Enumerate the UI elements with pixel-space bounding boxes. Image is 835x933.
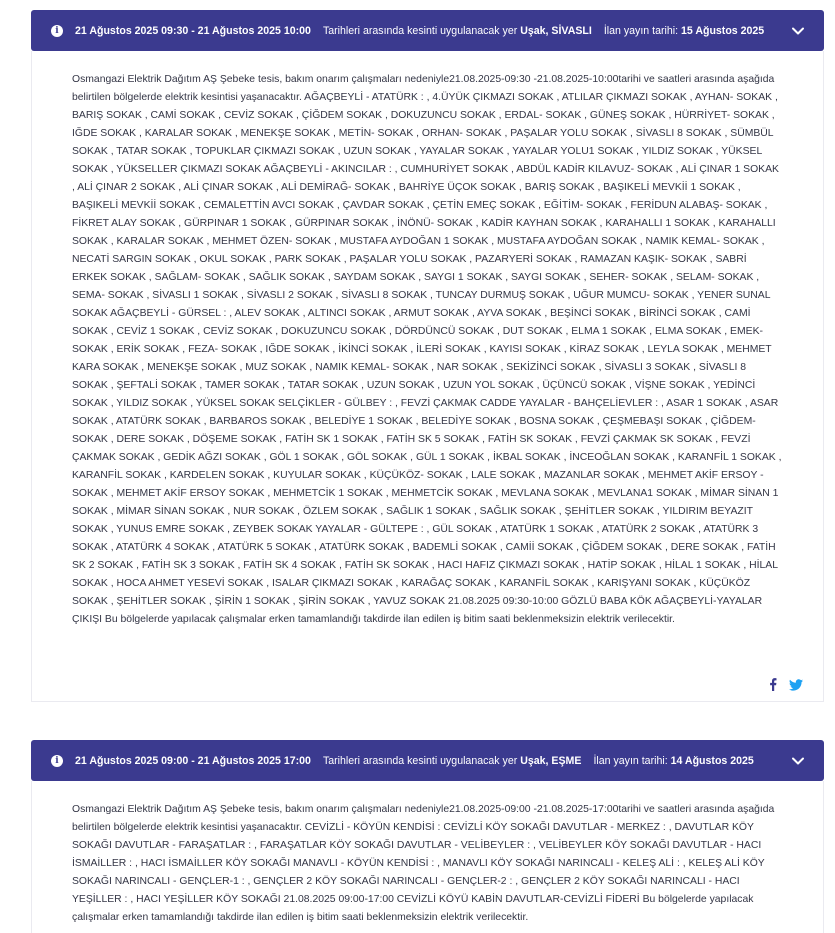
notice-body bbox=[31, 51, 824, 702]
notice-publish bbox=[593, 755, 753, 767]
region-place: Uşak, EŞME bbox=[520, 754, 582, 767]
notice-text: Osmangazi Elektrik Dağıtım AŞ Şebeke tesis, bakım onarım çalışmaları nedeniyle21.08.2025-09:00 -21.08.2025-17:00tarihi ve saatleri arasında aşağıda belirtilen bölgelerde elektrik kesintisi yaşanacaktır. CEVİZLİ - KÖYÜN KENDİSİ : CEVİZLİ KÖY SOKAĞI DAVUTLAR - MERKEZ : , DAVUTLAR KÖY SOKAĞI DAVUTLAR - FARAŞATLAR : , FARAŞATLAR KÖY SOKAĞI DAVUTLAR - VELİBEYLER : , VELİBEYLER KÖY SOKAĞI DAVUTLAR - HACI İSMAİLLER : , HACI İSMAİLLER KÖY SOKAĞI MANAVLI - KÖYÜN KENDİSİ : , MANAVLI KÖY SOKAĞI NARINCALI - KELEŞ ALİ : , KELEŞ ALİ KÖY SOKAĞI NARINCALI - GENÇLER-1 : , GENÇLER 2 KÖY SOKAĞI NARINCALI - GENÇLER-2 : , GENÇLER 2 KÖY SOKAĞI NARINCALI - HACI YEŞİLLER : , HACI YEŞİLLER KÖY SOKAĞI 21.08.2025 09:00-17:00 CEVİZLİ KÖYÜ KABİN DAVUTLAR-CEVİZLİ FİDERİ Bu bölgelerde yapılacak çalışmalar erken tamamlandığı takdirde ilan edilen iş bitim saati beklenmeksizin elektrik verilecektir. bbox=[72, 804, 775, 923]
outage-notice bbox=[31, 10, 824, 702]
notice-header[interactable] bbox=[31, 740, 824, 781]
notice-dates: 21 Ağustos 2025 09:00 - 21 Ağustos 2025 17:00 bbox=[75, 754, 311, 767]
region-place: Uşak, SİVASLI bbox=[520, 24, 592, 37]
region-prefix: Tarihleri arasında kesinti uygulanacak yer bbox=[322, 24, 521, 37]
twitter-icon[interactable] bbox=[789, 679, 803, 691]
info-icon: i bbox=[51, 755, 63, 767]
info-icon: i bbox=[51, 25, 63, 37]
publish-prefix: İlan yayın tarihi: bbox=[593, 754, 671, 767]
chevron-down-icon[interactable] bbox=[792, 27, 804, 35]
notice-publish bbox=[604, 25, 764, 37]
publish-prefix: İlan yayın tarihi: bbox=[603, 24, 681, 37]
notice-region bbox=[323, 755, 582, 767]
share-bar bbox=[769, 678, 803, 691]
outage-notice bbox=[31, 740, 824, 933]
publish-date: 15 Ağustos 2025 bbox=[680, 24, 765, 37]
facebook-icon[interactable] bbox=[769, 678, 777, 691]
notice-text: Osmangazi Elektrik Dağıtım AŞ Şebeke tesis, bakım onarım çalışmaları nedeniyle21.08.2025-09:30 -21.08.2025-10:00tarihi ve saatleri arasında aşağıda belirtilen bölgelerde elektrik kesintisi yaşanacaktır. AĞAÇBEYLİ - ATATÜRK : , 4.ÜYÜK ÇIKMAZI SOKAK , ATLILAR ÇIKMAZI SOKAK , AYHAN- SOKAK , BARIŞ SOKAK , CAMİ SOKAK , CEVİZ SOKAK , ÇİĞDEM SOKAK , DOKUZUNCU SOKAK , ERDAL- SOKAK , GÜNEŞ SOKAK , HÜRRİYET- SOKAK , IĞDE SOKAK , KARALAR SOKAK , MENEKŞE SOKAK , METİN- SOKAK , ORHAN- SOKAK , PAŞALAR YOLU SOKAK , SİVASLI 8 SOKAK , SÜMBÜL SOKAK , TATAR SOKAK , TOPUKLAR ÇIKMAZI SOKAK , UZUN SOKAK , YAYALAR SOKAK , YAYALAR YOLU1 SOKAK , YILDIZ SOKAK , YÜKSEL SOKAK , YÜKSELLER ÇIKMAZI SOKAK AĞAÇBEYLİ - AKINCILAR : , CUMHURİYET SOKAK , ABDÜL KADİR KILAVUZ- SOKAK , ALİ ÇINAR 1 SOKAK , ALİ ÇINAR 2 SOKAK , ALİ ÇINAR SOKAK , ALİ DEMİRAĞ- SOKAK , BAHRİYE ÜÇOK SOKAK , BARIŞ SOKAK , BAŞIKELİ MEVKİİ 1 SOKAK , BAŞIKELİ MEVKİİ SOKAK , CEMALETTİN AVCI SOKAK , ÇAVDAR SOKAK , ÇETİN EMEÇ SOKAK , EĞİTİM- SOKAK , FERİDUN ALABAŞ- SOKAK , FİKRET ALAY SOKAK , GÜRPINAR 1 SOKAK , GÜRPINAR SOKAK , İNÖNÜ- SOKAK , KADİR KAYHAN SOKAK , KARAHALLI 1 SOKAK , KARAHALLI SOKAK , KARALAR SOKAK , MEHMET ÖZEN- SOKAK , MUSTAFA AYDOĞAN 1 SOKAK , MUSTAFA AYDOĞAN SOKAK , NAMIK KEMAL- SOKAK , NECATİ SARGIN SOKAK , OKUL SOKAK , PARK SOKAK , PAŞALAR YOLU SOKAK , PAZARYERİ SOKAK , RAMAZAN KAŞIK- SOKAK , SABRİ ERKEK SOKAK , SAĞLAM- SOKAK , SAĞLIK SOKAK , SAYDAM SOKAK , SAYGI 1 SOKAK , SAYGI SOKAK , SEHER- SOKAK , SELAM- SOKAK , SEMA- SOKAK , SİVASLI 1 SOKAK , SİVASLI 2 SOKAK , SİVASLI 8 SOKAK , TUNCAY DURMUŞ SOKAK , UĞUR MUMCU- SOKAK , YENER SUNAL SOKAK AĞAÇBEYLİ - GÜRSEL : , ALEV SOKAK , ALTINCI SOKAK , ARMUT SOKAK , AYVA SOKAK , BEŞİNCİ SOKAK , BİRİNCİ SOKAK , CAMİ SOKAK , CEVİZ 1 SOKAK , CEVİZ SOKAK , DOKUZUNCU SOKAK , DÖRDÜNCÜ SOKAK , DUT SOKAK , ELMA 1 SOKAK , ELMA SOKAK , EMEK- SOKAK , ERİK SOKAK , FEZA- SOKAK , IĞDE SOKAK , İKİNCİ SOKAK , İLERİ SOKAK , KAYISI SOKAK , KİRAZ SOKAK , LEYLA SOKAK , MEHMET KARA SOKAK , MENEKŞE SOKAK , MUZ SOKAK , NAMIK KEMAL- SOKAK , NAR SOKAK , SEKİZİNCİ SOKAK , SİVASLI 3 SOKAK , SİVASLI 8 SOKAK , ŞEFTALİ SOKAK , TAMER SOKAK , TATAR SOKAK , UZUN SOKAK , UZUN YOL SOKAK , ÜÇÜNCÜ SOKAK , VİŞNE SOKAK , YEDİNCİ SOKAK , YILDIZ SOKAK , YÜKSEL SOKAK SELÇİKLER - GÜLBEY : , FEVZİ ÇAKMAK CADDE YAYALAR - BAHÇELİEVLER : , ASAR 1 SOKAK , ASAR SOKAK , ATATÜRK SOKAK , BARBAROS SOKAK , BELEDİYE 1 SOKAK , BELEDİYE SOKAK , BOSNA SOKAK , ÇEŞMEBAŞI SOKAK , ÇİĞDEM- SOKAK , DERE SOKAK , DÖŞEME SOKAK , FATİH SK 1 SOKAK , FATİH SK 5 SOKAK , FATİH SK SOKAK , FEVZİ ÇAKMAK SK SOKAK , FEVZİ ÇAKMAK SOKAK , GEDİK AĞZI SOKAK , GÖL 1 SOKAK , GÖL SOKAK , GÜL 1 SOKAK , İKBAL SOKAK , İNCEOĞLAN SOKAK , KARANFİL 1 SOKAK , KARANFİL SOKAK , KARDELEN SOKAK , KUYULAR SOKAK , KÜÇÜKÖZ- SOKAK , LALE SOKAK , MAZANLAR SOKAK , MEHMET AKİF ERSOY - SOKAK , MEHMET AKİF ERSOY SOKAK , MEHMETCİK 1 SOKAK , MEHMETCİK SOKAK , MEVLANA SOKAK , MEVLANA1 SOKAK , MİMAR SİNAN 1 SOKAK , MİMAR SİNAN SOKAK , NUR SOKAK , ÖZLEM SOKAK , SAĞLIK 1 SOKAK , SAĞLIK SOKAK , ŞEHİTLER SOKAK , YILDIRIM BEYAZIT SOKAK , YUNUS EMRE SOKAK , ZEYBEK SOKAK YAYALAR - GÜLTEPE : , GÜL SOKAK , ATATÜRK 1 SOKAK , ATATÜRK 2 SOKAK , ATATÜRK 3 SOKAK , ATATÜRK 4 SOKAK , ATATÜRK 5 SOKAK , ATATÜRK SOKAK , BADEMLİ SOKAK , CAMİİ SOKAK , ÇİĞDEM SOKAK , DERE SOKAK , FATİH SK 2 SOKAK , FATİH SK 3 SOKAK , FATİH SK 4 SOKAK , FATİH SK SOKAK , HACI HAFIZ ÇIKMAZI SOKAK , HATİP SOKAK , HİLAL 1 SOKAK , HİLAL SOKAK , HOCA AHMET YESEVİ SOKAK , ISALAR ÇIKMAZI SOKAK , KARAĞAÇ SOKAK , KARANFİL SOKAK , KARIŞYANI SOKAK , KÜÇÜKÖZ SOKAK , ŞEHİTLER SOKAK , ŞİRİN 1 SOKAK , ŞİRİN SOKAK , YAVUZ SOKAK 21.08.2025 09:30-10:00 GÖZLÜ BABA KÖK AĞAÇBEYLİ-YAYALAR ÇIKIŞI Bu bölgelerde yapılacak çalışmalar erken tamamlandığı takdirde ilan edilen iş bitim saati beklenmeksizin elektrik verilecektir. bbox=[72, 74, 782, 625]
publish-date: 14 Ağustos 2025 bbox=[670, 754, 754, 767]
notice-region bbox=[323, 25, 592, 37]
notice-dates: 21 Ağustos 2025 09:30 - 21 Ağustos 2025 10:00 bbox=[75, 24, 311, 37]
region-prefix: Tarihleri arasında kesinti uygulanacak yer bbox=[322, 754, 521, 767]
chevron-down-icon[interactable] bbox=[792, 757, 804, 765]
notice-header[interactable] bbox=[31, 10, 824, 51]
notice-body bbox=[31, 781, 824, 933]
